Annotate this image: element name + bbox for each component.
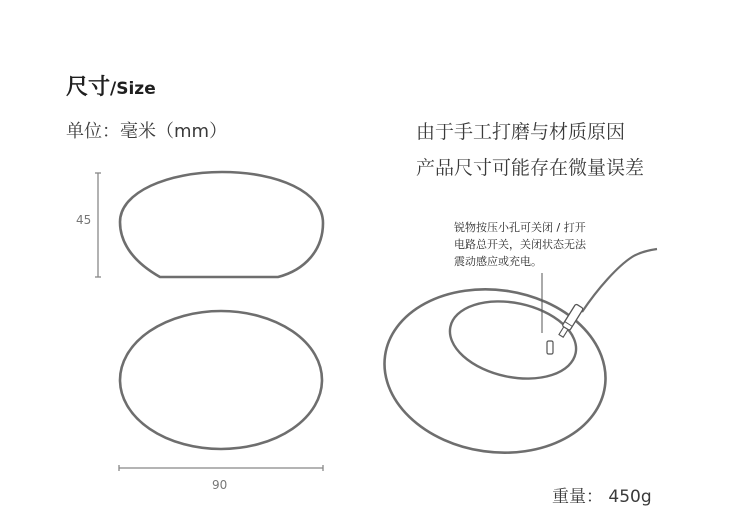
height-dimension-label: 45 <box>76 213 92 227</box>
title-cn: 尺寸 <box>66 75 111 100</box>
tolerance-note-line-1: 由于手工打磨与材质原因 <box>416 121 626 143</box>
charging-cable <box>582 249 657 312</box>
weight-label: 重量： 450g <box>552 487 652 507</box>
perspective-inner-rim <box>443 291 584 390</box>
perspective-outer-outline <box>374 275 616 466</box>
title-en: /Size <box>110 79 156 99</box>
height-dimension-line <box>95 173 101 277</box>
instruction-line-2: 电路总开关，关闭状态无法 <box>454 238 586 251</box>
side-view-outline <box>120 172 323 277</box>
instruction-line-3: 震动感应或充电。 <box>454 255 542 268</box>
width-dimension-line <box>119 465 323 471</box>
top-view-outline <box>120 311 322 449</box>
pinhole-icon <box>547 341 553 354</box>
instruction-line-1: 锐物按压小孔可关闭 / 打开 <box>454 221 586 234</box>
unit-label: 单位：毫米（mm） <box>66 121 228 142</box>
width-dimension-label: 90 <box>212 478 228 492</box>
tolerance-note-line-2: 产品尺寸可能存在微量误差 <box>416 157 645 179</box>
